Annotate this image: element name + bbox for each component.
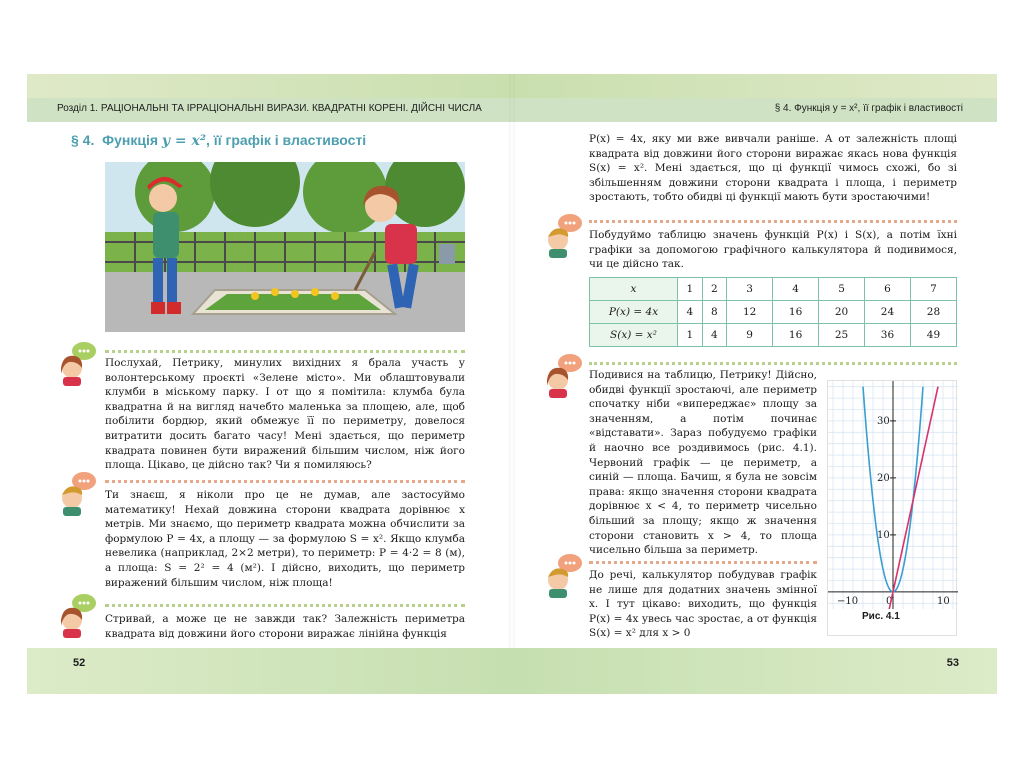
running-header-right: § 4. Функція y = x², її графік і властивості	[774, 103, 963, 114]
table-cell: 4	[678, 301, 703, 324]
paragraph: Послухай, Петрику, минулих вихідних я брала участь у волонтерському проєкті «Зелене місто». Ми облаштовували клумби в міському парку. І от що я помітила: клумба була квадратна й на вигляд начебто маленька за площею, але, щоб побілити бордюр, який обмежує її по периметру, довелося витратити досить багато часу! Мені здається, що периметр квадрата повинен бути виражений більшим числом, ніж його площа. Цікаво, це дійсно так? Чи я помиляюсь?	[105, 357, 465, 472]
table-cell: 49	[910, 324, 956, 347]
dotted-divider	[589, 561, 817, 564]
table-row	[590, 324, 957, 347]
page-number-left: 52	[73, 657, 86, 669]
girl-avatar	[57, 592, 97, 638]
function-graph	[827, 380, 957, 636]
table-header: P(x) = 4x	[590, 301, 678, 324]
x-tick-label: −10	[837, 595, 859, 607]
paragraph: Подивися на таблицю, Петрику! Дійсно, обидві функції зростаючі, але периметр спочатку ніби «випереджає» площу за значенням, а потім починає «відставати». Зараз побудуємо графіки й наочно все роздивимось (рис. 4.1). Червоний графік — це периметр, а синій — площа. Бачиш, я була не зовсім права: якщо значення сторони квадрата дорівнює x < 4, то периметр чисельно більший за площу; якщо ж значення сторони становить x > 4, то площа чисельно більша за периметр.	[589, 369, 817, 557]
table-cell: 28	[910, 301, 956, 324]
table-cell: 5	[819, 278, 865, 301]
dotted-divider	[105, 604, 465, 607]
girl-avatar	[57, 340, 97, 386]
dotted-divider	[105, 480, 465, 483]
table-cell: 36	[865, 324, 911, 347]
y-tick-label: 10	[877, 529, 890, 541]
x-tick-label: 0	[886, 595, 893, 607]
table-row	[590, 301, 957, 324]
table-header: S(x) = x²	[590, 324, 678, 347]
table-cell: 12	[727, 301, 773, 324]
paragraph: Ти знаєш, я ніколи про це не думав, але застосуймо математику! Нехай довжина сторони квадрата дорівнює x метрів. Ми знаємо, що периметр квадрата можна обчислити за формулою P = 4x, а площу — за формулою S = x². Якщо клумба невелика (наприклад, 2×2 метри), то периметр: P = 4·2 = 8 (м), а площа: S = 2² = 4 (м²). І дійсно, виходить, що периметр виражений більшим числом, ніж площа!	[105, 489, 465, 589]
table-cell: 16	[773, 324, 819, 347]
table-cell: 3	[727, 278, 773, 301]
bottom-band	[27, 648, 997, 694]
dotted-divider	[589, 220, 957, 223]
values-table	[589, 277, 957, 347]
y-tick-label: 30	[877, 415, 890, 427]
table-cell: 16	[773, 301, 819, 324]
table-cell: 1	[678, 278, 703, 301]
figure-caption: Рис. 4.1	[862, 611, 900, 622]
table-cell: 7	[910, 278, 956, 301]
textbook-spread	[27, 74, 997, 694]
page-gutter	[509, 74, 515, 694]
section-rest: , її графік і властивості	[206, 132, 367, 148]
dotted-divider	[105, 350, 465, 353]
table-cell: 8	[702, 301, 727, 324]
table-cell: 9	[727, 324, 773, 347]
section-number: § 4.	[71, 132, 95, 148]
table-cell: 6	[865, 278, 911, 301]
dotted-divider	[589, 362, 957, 365]
section-formula: y = x²	[161, 133, 206, 149]
table-cell: 20	[819, 301, 865, 324]
table-cell: 4	[702, 324, 727, 347]
table-cell: 25	[819, 324, 865, 347]
boy-avatar	[543, 212, 583, 258]
park-illustration	[105, 162, 465, 332]
table-header: x	[590, 278, 678, 301]
girl-avatar	[543, 352, 583, 398]
section-word: Функція	[102, 132, 159, 148]
y-tick-label: 20	[877, 472, 890, 484]
page-number-right: 53	[946, 657, 959, 669]
table-cell: 4	[773, 278, 819, 301]
table-row	[590, 278, 957, 301]
table-cell: 2	[702, 278, 727, 301]
boy-avatar	[57, 470, 97, 516]
running-header-left: Розділ 1. РАЦІОНАЛЬНІ ТА ІРРАЦІОНАЛЬНІ ВИРАЗИ. КВАДРАТНІ КОРЕНІ. ДІЙСНІ ЧИСЛА	[57, 103, 482, 114]
section-title	[71, 132, 366, 149]
paragraph: P(x) = 4x, яку ми вже вивчали раніше. А от залежність площі квадрата від довжини його сторони виражає якась нова функція S(x) = x². Мені здається, що ці функції чимось схожі, бо зі збільшенням довжини сторони квадрата і площа, і периметр зростають, тобто обидві ці функції мають бути зростаючими!	[589, 133, 957, 204]
paragraph: Побудуймо таблицю значень функцій P(x) і S(x), а потім їхні графіки за допомогою графічного калькулятора й подивимося, чи це дійсно так.	[589, 229, 957, 271]
paragraph: Стривай, а може це не завжди так? Залежність периметра квадрата від довжини його сторони виражає лінійна функція	[105, 613, 465, 640]
table-cell: 1	[678, 324, 703, 347]
paragraph: До речі, калькулятор побудував графік не лише для додатних значень змінної x. І тут цікаво: виходить, що функція P(x) = 4x увесь час зростає, а от функція S(x) = x² для x > 0	[589, 569, 817, 640]
graph-canvas	[828, 381, 958, 609]
table-cell: 24	[865, 301, 911, 324]
boy-avatar	[543, 552, 583, 598]
x-tick-label: 10	[937, 595, 950, 607]
